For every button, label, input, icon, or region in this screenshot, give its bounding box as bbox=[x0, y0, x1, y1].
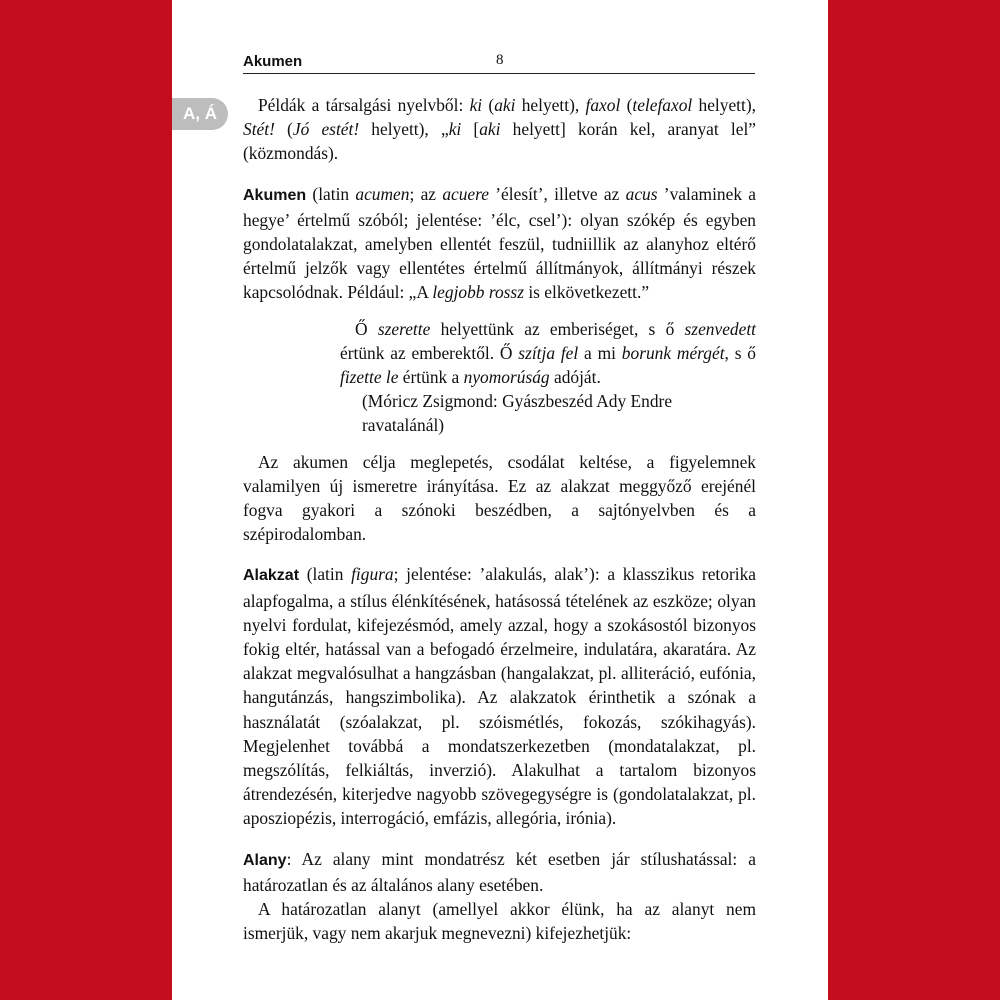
paragraph-alany-indefinite: A határozatlan alanyt (amellyel akkor élünk, ha az alanyt nem ismerjük, vagy nem akarjuk megnevezni) kifejezhetjük: bbox=[243, 899, 756, 944]
entry-alakzat: Alakzat (latin figura; jelentése: ’alakulás, alak’): a klasszikus retorika alapfogalma, a stílus élénkítésének, hatásossá tételének az eszköze; olyan nyelvi fordulat, kifejezésmód, amely azzal, hogy a szokásostól bizonyos fokig eltér, hatással van a befogadó érzelmeire, indulatára, akaratára. Az alakzat megvalósulhat a hangzásban (hangalakzat, pl. alliteráció, eufónia, hangutánzás, hangszimbolika). Az alakzatok érinthetik a szónak a használatát (szóalakzat, pl. szóismétlés, fokozás, szókihagyás). Megjelenhet továbbá a mondatszerkezetben (mondatalakzat, pl. megszólítás, felkiáltás, inverzió). Alakulhat a tartalom bizonyos átrendezésén, kiterjedve nagyobb szövegegységre is (gondolatalakzat, pl. aposziopézis, interrogáció, emfázis, allegória, irónia). bbox=[243, 564, 756, 829]
entry-akumen: Akumen (latin acumen; az acuere ’élesít’, illetve az acus ’valaminek a hegye’ értelmű szóból; jelentése: ’élc, csel’): olyan szókép és egyben gondolatalakzat, amelyben ellentét feszül, tudniillik az alanyhoz eltérő értelmű jelzők vagy ellentétes értelmű állítmányok, állítmányi részek kapcsolódnak. Például: „A legjobb rossz is elkövetkezett.” bbox=[243, 183, 757, 303]
entry-keyword-alakzat: Alakzat bbox=[243, 567, 300, 585]
letter-tab-label: A, Á bbox=[183, 104, 217, 123]
entry-alany: Alany: Az alany mint mondatrész két esetben jár stílushatással: a határozatlan és az általános alany esetében. bbox=[243, 848, 756, 895]
quotation-source: (Móricz Zsigmond: Gyászbeszéd Ady Endre ravatalánál) bbox=[362, 391, 673, 436]
quotation-text: Ő szerette helyettünk az emberiséget, s ő szenvedett értünk az emberektől. Ő szítja fel a mi borunk mérgét, s ő fizette le értünk a nyomorúság adóját. bbox=[340, 318, 757, 388]
running-header bbox=[243, 53, 755, 74]
main-text bbox=[243, 93, 756, 946]
quotation-block bbox=[340, 317, 756, 438]
paragraph-akumen-purpose: Az akumen célja meglepetés, csodálat keltése, a figyelemnek valamilyen új ismeretre irányítása. Ez az alakzat meggyőző erejénél fogva gyakori a szónoki beszédben, a sajtónyelvben és a szépirodalomban. bbox=[243, 451, 756, 545]
paragraph-examples: Példák a társalgási nyelvből: ki (aki helyett), faxol (telefaxol helyett), Stét! (Jó estét! helyett), „ki [aki helyett] korán kel, aranyat lel” (közmondás). bbox=[243, 95, 756, 164]
page-number: 8 bbox=[496, 52, 504, 68]
header-title: Akumen bbox=[243, 53, 303, 70]
entry-keyword-alany: Alany bbox=[243, 851, 287, 869]
letter-tab bbox=[172, 98, 228, 130]
entry-keyword-akumen: Akumen bbox=[243, 186, 307, 204]
